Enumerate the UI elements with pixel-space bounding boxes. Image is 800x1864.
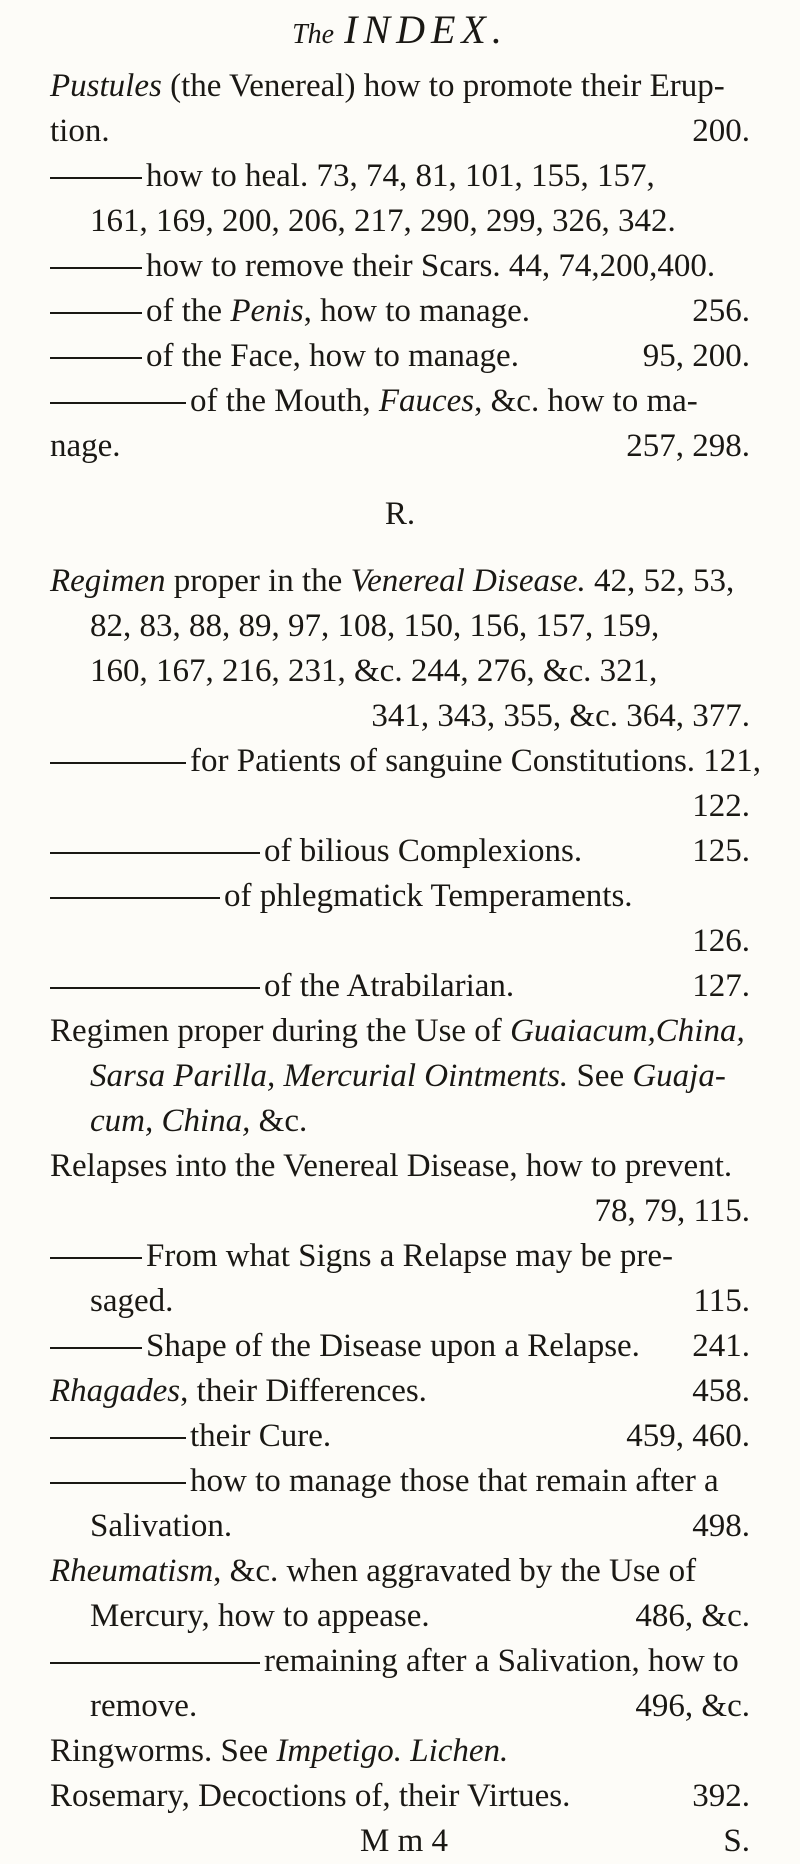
- ditto-rule: [50, 267, 142, 269]
- index-entry: 341, 343, 355, &c. 364, 377.: [371, 698, 750, 734]
- index-entry: cum, China, &c.: [90, 1103, 308, 1139]
- ditto-rule: [50, 312, 142, 314]
- index-entry: Mercury, how to appease. 486, &c.: [90, 1598, 750, 1634]
- index-entry: of the Face, how to manage. 95, 200.: [50, 334, 750, 379]
- index-entry: Shape of the Disease upon a Relapse. 241.: [50, 1324, 750, 1369]
- index-entry: 160, 167, 216, 231, &c. 244, 276, &c. 321,: [90, 653, 658, 689]
- ditto-rule: [50, 987, 260, 989]
- index-entry: how to heal. 73, 74, 81, 101, 155, 157,: [50, 154, 750, 199]
- running-head-title: INDEX.: [344, 7, 508, 52]
- index-entry: Rhagades, their Differences. 458.: [50, 1373, 750, 1409]
- ditto-rule: [50, 1437, 186, 1439]
- ditto-rule: [50, 762, 186, 764]
- section-letter: R.: [384, 496, 416, 532]
- catchword: S.: [723, 1823, 750, 1859]
- index-entry: remaining after a Salivation, how to: [50, 1639, 750, 1684]
- ditto-rule: [50, 1482, 186, 1484]
- index-entry: how to manage those that remain after a: [50, 1459, 750, 1504]
- index-entry: Rheumatism, &c. when aggravated by the Use of: [50, 1553, 697, 1589]
- index-entry: Relapses into the Venereal Disease, how to prevent.: [50, 1148, 733, 1184]
- index-entry: Salivation. 498.: [90, 1508, 750, 1544]
- ditto-rule: [50, 402, 186, 404]
- index-entry: 78, 79, 115.: [594, 1193, 750, 1229]
- index-entry: nage. 257, 298.: [50, 428, 750, 464]
- index-entry: their Cure. 459, 460.: [50, 1414, 750, 1459]
- index-entry: Rosemary, Decoctions of, their Virtues. 392.: [50, 1778, 750, 1814]
- index-entry: of the Mouth, Fauces, &c. how to ma-: [50, 379, 750, 424]
- ditto-rule: [50, 1662, 260, 1664]
- index-entry: 161, 169, 200, 206, 217, 290, 299, 326, 342.: [90, 203, 676, 239]
- index-entry: Sarsa Parilla, Mercurial Ointments. See Guaja-: [90, 1058, 726, 1094]
- ditto-rule: [50, 1257, 142, 1259]
- index-entries: [50, 64, 762, 1864]
- running-head-article: The: [292, 19, 335, 50]
- index-entry: Pustules (the Venereal) how to promote their Erup-: [50, 68, 725, 104]
- running-head: [0, 6, 800, 53]
- index-entry: remove. 496, &c.: [90, 1688, 750, 1724]
- ditto-rule: [50, 177, 142, 179]
- index-entry: Regimen proper during the Use of Guaiacum,China,: [50, 1013, 745, 1049]
- index-entry: for Patients of sanguine Constitutions. 121,: [50, 739, 750, 784]
- index-entry: 82, 83, 88, 89, 97, 108, 150, 156, 157, 159,: [90, 608, 660, 644]
- ditto-rule: [50, 1347, 142, 1349]
- index-entry: of the Penis, how to manage. 256.: [50, 289, 750, 334]
- index-entry: Ringworms. See Impetigo. Lichen.: [50, 1733, 509, 1769]
- index-entry: of phlegmatick Temperaments.: [50, 874, 750, 919]
- index-entry: Regimen proper in the Venereal Disease. 42, 52, 53,: [50, 563, 735, 599]
- signature-mark: M m 4: [360, 1823, 449, 1859]
- index-entry: of the Atrabilarian. 127.: [50, 964, 750, 1009]
- index-entry: 126.: [692, 923, 750, 959]
- index-entry: of bilious Complexions. 125.: [50, 829, 750, 874]
- index-entry: how to remove their Scars. 44, 74,200,400.: [50, 244, 750, 289]
- ditto-rule: [50, 357, 142, 359]
- ditto-rule: [50, 897, 220, 899]
- ditto-rule: [50, 852, 260, 854]
- index-entry: saged. 115.: [90, 1283, 750, 1319]
- page-footer: [50, 1819, 750, 1864]
- index-entry: 122.: [692, 788, 750, 824]
- index-entry: From what Signs a Relapse may be pre-: [50, 1234, 750, 1279]
- index-entry: tion. 200.: [50, 113, 750, 149]
